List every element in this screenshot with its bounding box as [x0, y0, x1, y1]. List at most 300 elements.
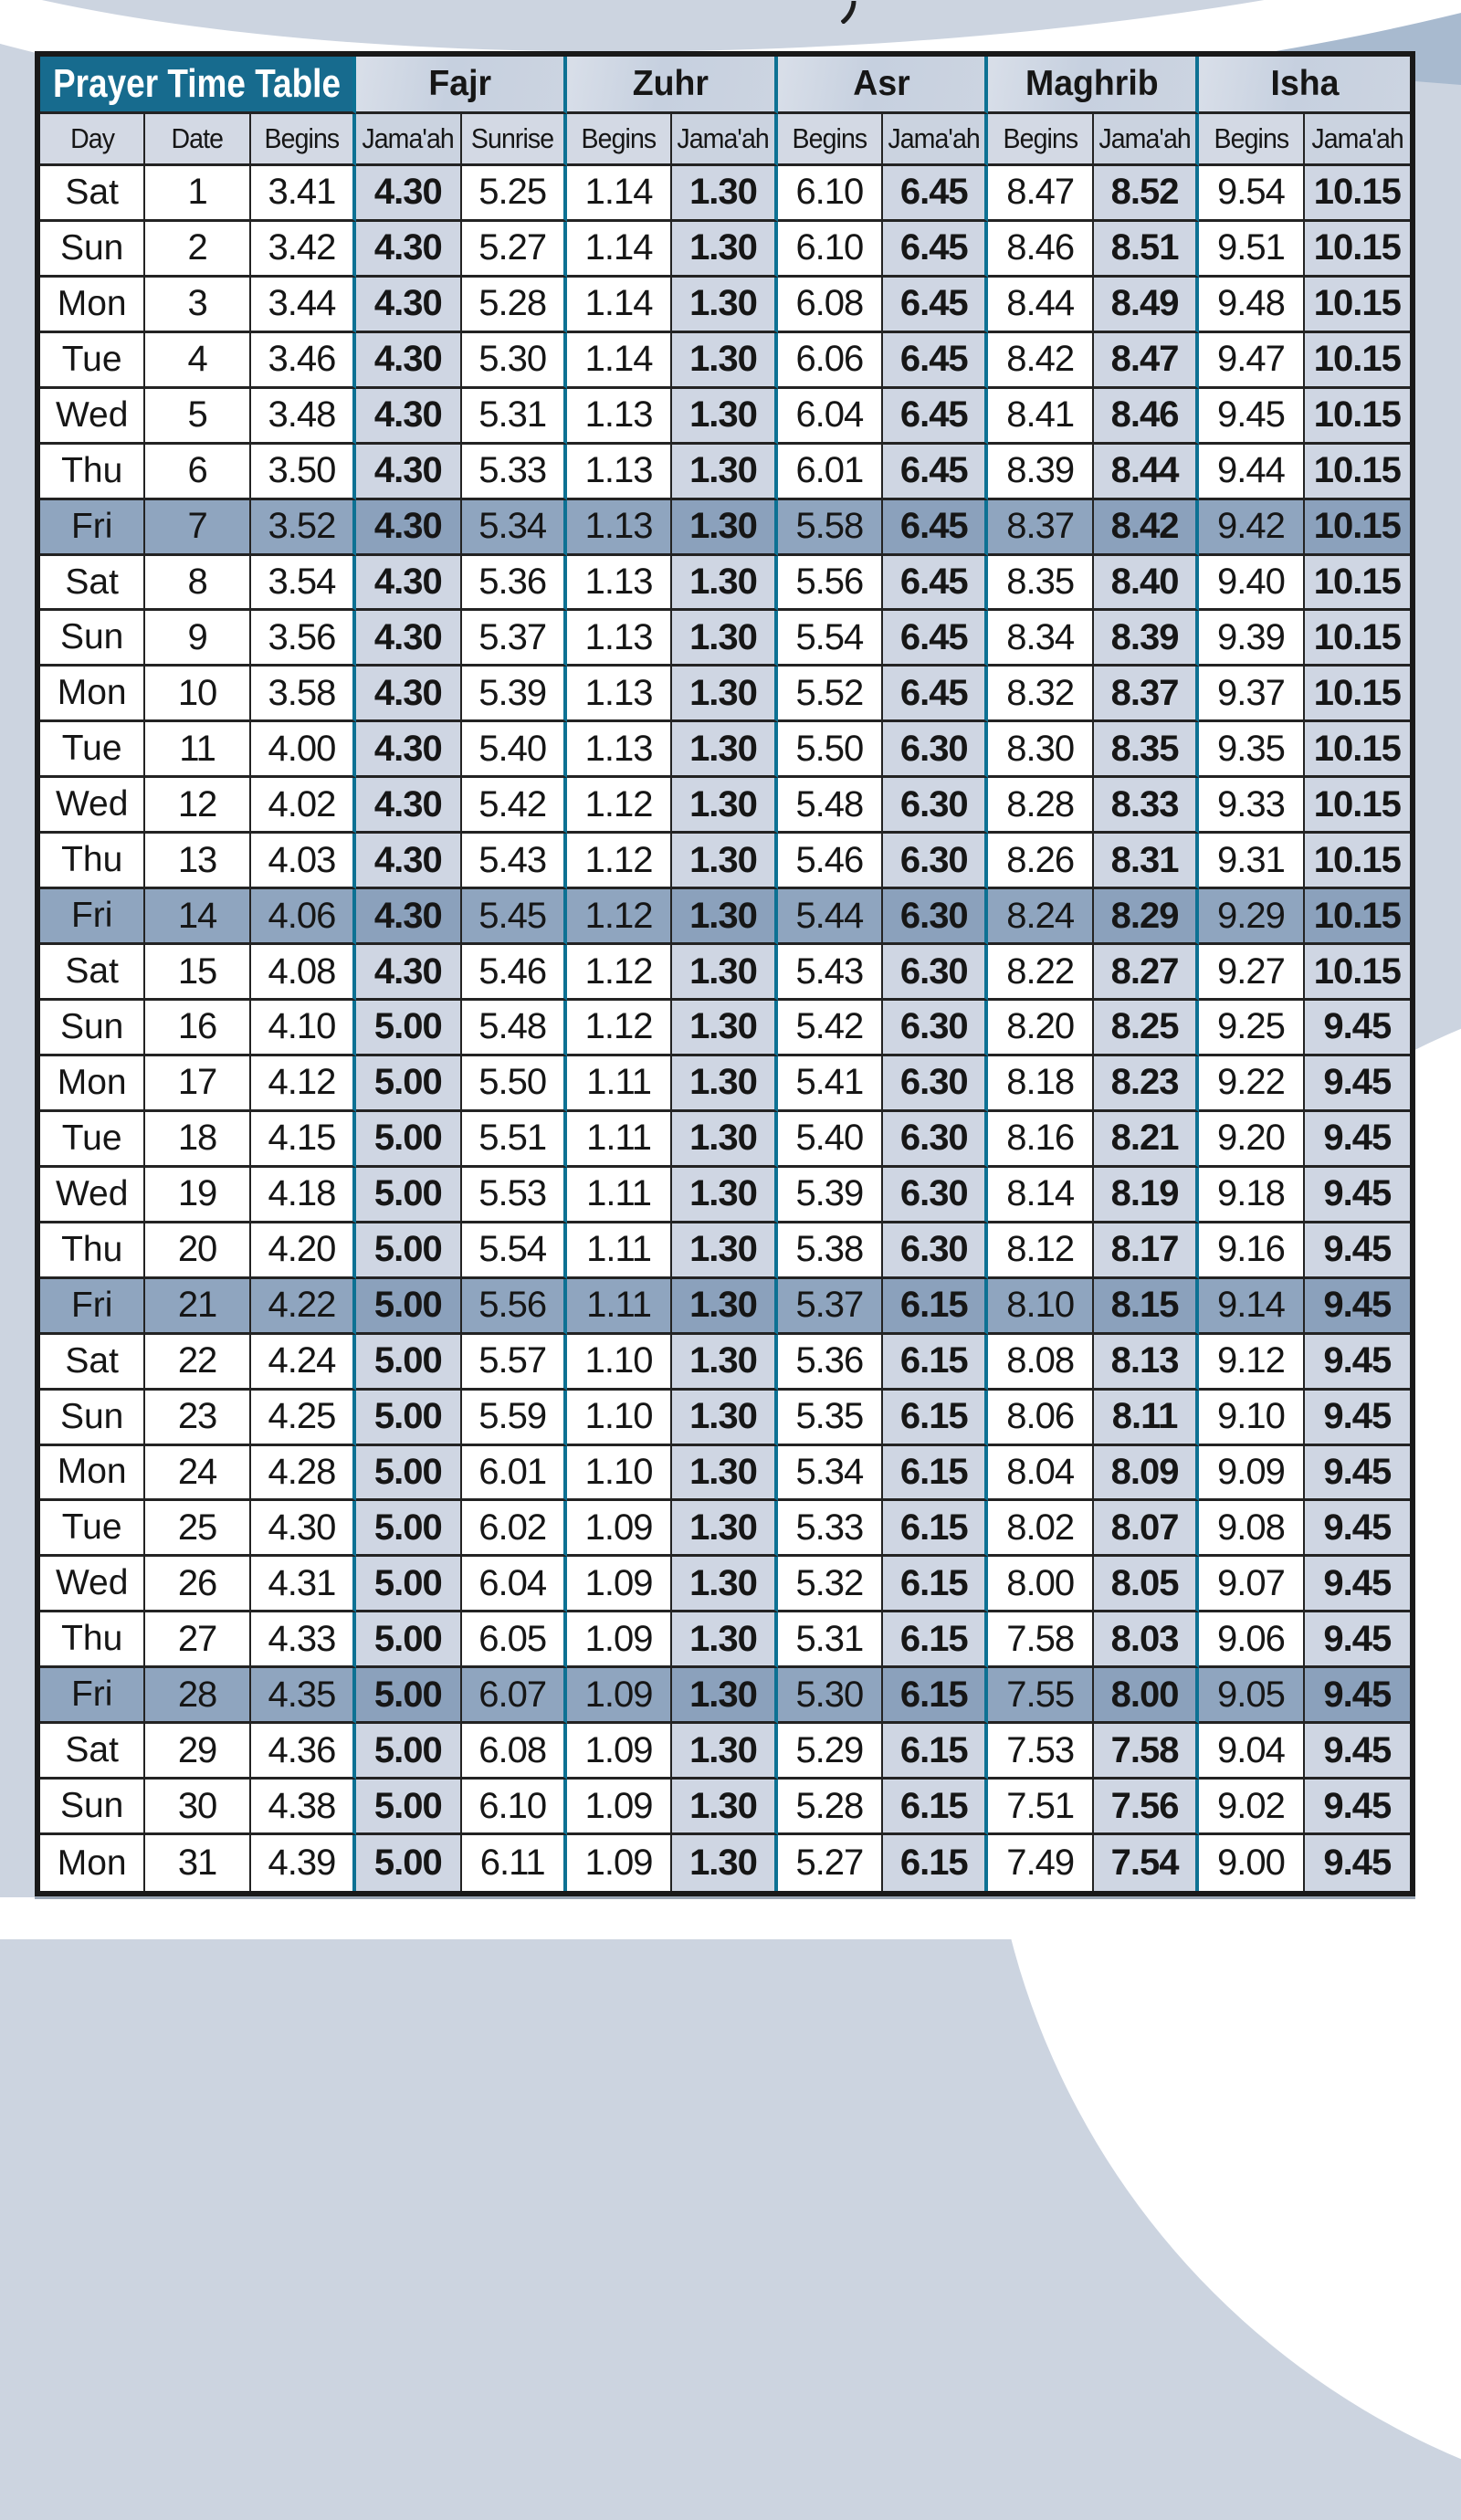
time-cell: 6.45: [883, 222, 988, 278]
time-cell: 8.18: [988, 1056, 1093, 1112]
time-cell: 1.13: [567, 445, 672, 500]
time-cell: 8.46: [988, 222, 1093, 278]
time-cell: 5.39: [778, 1168, 883, 1223]
time-cell: 8.08: [988, 1335, 1093, 1391]
time-cell: 9.45: [1305, 1501, 1410, 1557]
day-cell: Sat: [40, 1724, 145, 1780]
table-grid: [40, 57, 1410, 1891]
column-header-asr-begins: Begins: [778, 114, 883, 166]
time-cell: 1.30: [672, 222, 777, 278]
time-cell: 5.54: [462, 1223, 567, 1279]
time-cell: 1.30: [672, 1335, 777, 1391]
time-cell: 8.37: [1094, 667, 1199, 722]
day-cell: Thu: [40, 834, 145, 889]
time-cell: 6.45: [883, 333, 988, 389]
time-cell: 5.36: [462, 556, 567, 612]
date-cell: 22: [145, 1335, 250, 1391]
time-cell: 6.05: [462, 1612, 567, 1668]
time-cell: 8.12: [988, 1223, 1093, 1279]
time-cell: 6.15: [883, 1391, 988, 1446]
time-cell: 1.30: [672, 1501, 777, 1557]
time-cell: 8.09: [1094, 1446, 1199, 1502]
date-cell: 18: [145, 1112, 250, 1168]
time-cell: 10.15: [1305, 333, 1410, 389]
time-cell: 8.47: [1094, 333, 1199, 389]
time-cell: 8.20: [988, 1001, 1093, 1056]
time-cell: 9.45: [1305, 1001, 1410, 1056]
time-cell: 9.45: [1199, 389, 1304, 445]
time-cell: 3.58: [251, 667, 356, 722]
time-cell: 6.15: [883, 1501, 988, 1557]
time-cell: 1.30: [672, 945, 777, 1001]
time-cell: 8.49: [1094, 278, 1199, 333]
time-cell: 5.46: [462, 945, 567, 1001]
time-cell: 5.48: [778, 778, 883, 834]
time-cell: 4.10: [251, 1001, 356, 1056]
time-cell: 9.25: [1199, 1001, 1304, 1056]
time-cell: 5.52: [778, 667, 883, 722]
time-cell: 6.11: [462, 1835, 567, 1891]
time-cell: 8.42: [1094, 500, 1199, 556]
time-cell: 6.01: [778, 445, 883, 500]
time-cell: 10.15: [1305, 278, 1410, 333]
time-cell: 9.14: [1199, 1279, 1304, 1335]
time-cell: 6.30: [883, 722, 988, 778]
time-cell: 9.31: [1199, 834, 1304, 889]
time-cell: 3.48: [251, 389, 356, 445]
time-cell: 9.10: [1199, 1391, 1304, 1446]
time-cell: 10.15: [1305, 389, 1410, 445]
date-cell: 13: [145, 834, 250, 889]
time-cell: 8.28: [988, 778, 1093, 834]
time-cell: 1.14: [567, 333, 672, 389]
date-cell: 16: [145, 1001, 250, 1056]
time-cell: 10.15: [1305, 834, 1410, 889]
time-cell: 6.01: [462, 1446, 567, 1502]
column-header-fajr-begins: Begins: [251, 114, 356, 166]
time-cell: 1.30: [672, 1112, 777, 1168]
date-cell: 21: [145, 1279, 250, 1335]
time-cell: 1.30: [672, 1835, 777, 1891]
time-cell: 1.30: [672, 1446, 777, 1502]
time-cell: 5.58: [778, 500, 883, 556]
time-cell: 9.42: [1199, 500, 1304, 556]
time-cell: 5.39: [462, 667, 567, 722]
time-cell: 9.44: [1199, 445, 1304, 500]
time-cell: 4.06: [251, 889, 356, 945]
time-cell: 6.15: [883, 1668, 988, 1724]
prayer-table: [35, 51, 1415, 1896]
time-cell: 9.45: [1305, 1557, 1410, 1612]
time-cell: 8.24: [988, 889, 1093, 945]
time-cell: 1.30: [672, 333, 777, 389]
time-cell: 1.09: [567, 1724, 672, 1780]
time-cell: 6.15: [883, 1724, 988, 1780]
time-cell: 9.45: [1305, 1168, 1410, 1223]
time-cell: 8.30: [988, 722, 1093, 778]
time-cell: 3.42: [251, 222, 356, 278]
time-cell: 5.28: [778, 1780, 883, 1835]
time-cell: 3.50: [251, 445, 356, 500]
time-cell: 9.39: [1199, 611, 1304, 667]
time-cell: 6.02: [462, 1501, 567, 1557]
time-cell: 8.34: [988, 611, 1093, 667]
time-cell: 4.33: [251, 1612, 356, 1668]
time-cell: 7.58: [1094, 1724, 1199, 1780]
day-cell: Thu: [40, 1223, 145, 1279]
time-cell: 9.37: [1199, 667, 1304, 722]
time-cell: 4.25: [251, 1391, 356, 1446]
time-cell: 8.25: [1094, 1001, 1199, 1056]
time-cell: 8.15: [1094, 1279, 1199, 1335]
time-cell: 9.45: [1305, 1446, 1410, 1502]
date-cell: 19: [145, 1168, 250, 1223]
time-cell: 9.45: [1305, 1391, 1410, 1446]
time-cell: 6.15: [883, 1835, 988, 1891]
time-cell: 5.31: [778, 1612, 883, 1668]
time-cell: 1.13: [567, 556, 672, 612]
date-cell: 26: [145, 1557, 250, 1612]
day-cell: Sun: [40, 1391, 145, 1446]
time-cell: 8.42: [988, 333, 1093, 389]
day-cell: Tue: [40, 1501, 145, 1557]
time-cell: 8.16: [988, 1112, 1093, 1168]
time-cell: 1.12: [567, 834, 672, 889]
time-cell: 5.34: [462, 500, 567, 556]
time-cell: 9.45: [1305, 1780, 1410, 1835]
time-cell: 4.02: [251, 778, 356, 834]
time-cell: 4.30: [356, 278, 461, 333]
date-cell: 10: [145, 667, 250, 722]
date-cell: 6: [145, 445, 250, 500]
time-cell: 1.13: [567, 667, 672, 722]
time-cell: 9.54: [1199, 166, 1304, 222]
time-cell: 1.09: [567, 1835, 672, 1891]
day-cell: Mon: [40, 1446, 145, 1502]
time-cell: 9.20: [1199, 1112, 1304, 1168]
day-cell: Thu: [40, 1612, 145, 1668]
column-header-zuhr-begins: Begins: [567, 114, 672, 166]
time-cell: 5.40: [462, 722, 567, 778]
time-cell: 1.13: [567, 611, 672, 667]
date-cell: 25: [145, 1501, 250, 1557]
column-header-date: Date: [145, 114, 250, 166]
time-cell: 8.13: [1094, 1335, 1199, 1391]
day-cell: Wed: [40, 1168, 145, 1223]
time-cell: 5.53: [462, 1168, 567, 1223]
time-cell: 6.30: [883, 945, 988, 1001]
time-cell: 1.30: [672, 834, 777, 889]
time-cell: 5.35: [778, 1391, 883, 1446]
day-cell: Fri: [40, 500, 145, 556]
time-cell: 4.20: [251, 1223, 356, 1279]
time-cell: 6.30: [883, 1001, 988, 1056]
time-cell: 5.30: [462, 333, 567, 389]
time-cell: 5.41: [778, 1056, 883, 1112]
time-cell: 8.41: [988, 389, 1093, 445]
time-cell: 4.38: [251, 1780, 356, 1835]
day-cell: Fri: [40, 1279, 145, 1335]
time-cell: 8.11: [1094, 1391, 1199, 1446]
time-cell: 9.33: [1199, 778, 1304, 834]
time-cell: 9.45: [1305, 1056, 1410, 1112]
time-cell: 6.30: [883, 778, 988, 834]
time-cell: 10.15: [1305, 222, 1410, 278]
time-cell: 6.15: [883, 1557, 988, 1612]
date-cell: 30: [145, 1780, 250, 1835]
time-cell: 5.00: [356, 1279, 461, 1335]
time-cell: 5.51: [462, 1112, 567, 1168]
time-cell: 9.45: [1305, 1668, 1410, 1724]
day-cell: Mon: [40, 1056, 145, 1112]
time-cell: 1.10: [567, 1335, 672, 1391]
time-cell: 1.30: [672, 1223, 777, 1279]
date-cell: 28: [145, 1668, 250, 1724]
time-cell: 5.27: [778, 1835, 883, 1891]
time-cell: 5.31: [462, 389, 567, 445]
date-cell: 2: [145, 222, 250, 278]
time-cell: 9.00: [1199, 1835, 1304, 1891]
day-cell: Wed: [40, 778, 145, 834]
time-cell: 6.30: [883, 889, 988, 945]
time-cell: 6.04: [462, 1557, 567, 1612]
time-cell: 6.30: [883, 834, 988, 889]
time-cell: 8.40: [1094, 556, 1199, 612]
time-cell: 7.54: [1094, 1835, 1199, 1891]
time-cell: 9.45: [1305, 1279, 1410, 1335]
time-cell: 5.37: [462, 611, 567, 667]
time-cell: 9.29: [1199, 889, 1304, 945]
time-cell: 6.45: [883, 667, 988, 722]
time-cell: 4.22: [251, 1279, 356, 1335]
time-cell: 6.08: [462, 1724, 567, 1780]
day-cell: Mon: [40, 1835, 145, 1891]
time-cell: 4.30: [251, 1501, 356, 1557]
time-cell: 5.43: [778, 945, 883, 1001]
time-cell: 4.00: [251, 722, 356, 778]
date-cell: 7: [145, 500, 250, 556]
time-cell: 3.41: [251, 166, 356, 222]
time-cell: 4.30: [356, 556, 461, 612]
time-cell: 1.30: [672, 1279, 777, 1335]
time-cell: 6.45: [883, 445, 988, 500]
time-cell: 4.28: [251, 1446, 356, 1502]
date-cell: 24: [145, 1446, 250, 1502]
time-cell: 8.33: [1094, 778, 1199, 834]
time-cell: 5.44: [778, 889, 883, 945]
time-cell: 5.00: [356, 1612, 461, 1668]
time-cell: 8.27: [1094, 945, 1199, 1001]
time-cell: 1.30: [672, 1724, 777, 1780]
time-cell: 1.09: [567, 1612, 672, 1668]
time-cell: 3.56: [251, 611, 356, 667]
time-cell: 6.10: [462, 1780, 567, 1835]
time-cell: 4.12: [251, 1056, 356, 1112]
time-cell: 1.30: [672, 778, 777, 834]
day-cell: Fri: [40, 1668, 145, 1724]
time-cell: 6.45: [883, 611, 988, 667]
time-cell: 5.00: [356, 1501, 461, 1557]
time-cell: 6.45: [883, 500, 988, 556]
time-cell: 9.07: [1199, 1557, 1304, 1612]
time-cell: 4.03: [251, 834, 356, 889]
day-cell: Tue: [40, 722, 145, 778]
time-cell: 10.15: [1305, 778, 1410, 834]
time-cell: 5.00: [356, 1223, 461, 1279]
day-cell: Sat: [40, 1335, 145, 1391]
day-cell: Tue: [40, 1112, 145, 1168]
group-header-fajr: Fajr: [356, 57, 567, 114]
time-cell: 8.22: [988, 945, 1093, 1001]
time-cell: 4.15: [251, 1112, 356, 1168]
time-cell: 1.30: [672, 556, 777, 612]
time-cell: 6.45: [883, 556, 988, 612]
time-cell: 6.08: [778, 278, 883, 333]
time-cell: 5.00: [356, 1001, 461, 1056]
time-cell: 1.30: [672, 667, 777, 722]
time-cell: 8.06: [988, 1391, 1093, 1446]
column-header-zuhr-jamaah: Jama'ah: [672, 114, 777, 166]
date-cell: 3: [145, 278, 250, 333]
time-cell: 8.39: [1094, 611, 1199, 667]
time-cell: 6.30: [883, 1112, 988, 1168]
time-cell: 9.04: [1199, 1724, 1304, 1780]
time-cell: 8.03: [1094, 1612, 1199, 1668]
time-cell: 8.10: [988, 1279, 1093, 1335]
time-cell: 6.15: [883, 1446, 988, 1502]
time-cell: 9.18: [1199, 1168, 1304, 1223]
time-cell: 1.09: [567, 1557, 672, 1612]
table-title: Prayer Time Table: [40, 57, 356, 114]
date-cell: 4: [145, 333, 250, 389]
time-cell: 5.40: [778, 1112, 883, 1168]
time-cell: 5.48: [462, 1001, 567, 1056]
time-cell: 7.49: [988, 1835, 1093, 1891]
time-cell: 1.11: [567, 1112, 672, 1168]
column-header-fajr-jamaah: Jama'ah: [356, 114, 461, 166]
date-cell: 31: [145, 1835, 250, 1891]
time-cell: 4.30: [356, 222, 461, 278]
date-cell: 27: [145, 1612, 250, 1668]
time-cell: 8.00: [1094, 1668, 1199, 1724]
day-cell: Sun: [40, 1780, 145, 1835]
time-cell: 4.30: [356, 667, 461, 722]
date-cell: 9: [145, 611, 250, 667]
time-cell: 4.30: [356, 445, 461, 500]
time-cell: 8.17: [1094, 1223, 1199, 1279]
time-cell: 9.48: [1199, 278, 1304, 333]
time-cell: 5.00: [356, 1168, 461, 1223]
date-cell: 15: [145, 945, 250, 1001]
time-cell: 8.07: [1094, 1501, 1199, 1557]
day-cell: Thu: [40, 445, 145, 500]
time-cell: 8.47: [988, 166, 1093, 222]
time-cell: 8.14: [988, 1168, 1093, 1223]
time-cell: 5.33: [778, 1501, 883, 1557]
day-cell: Sat: [40, 945, 145, 1001]
time-cell: 10.15: [1305, 166, 1410, 222]
time-cell: 1.30: [672, 1391, 777, 1446]
time-cell: 1.09: [567, 1780, 672, 1835]
time-cell: 8.04: [988, 1446, 1093, 1502]
time-cell: 9.06: [1199, 1612, 1304, 1668]
time-cell: 5.33: [462, 445, 567, 500]
time-cell: 1.11: [567, 1056, 672, 1112]
time-cell: 8.35: [1094, 722, 1199, 778]
time-cell: 6.15: [883, 1780, 988, 1835]
date-cell: 8: [145, 556, 250, 612]
time-cell: 5.56: [778, 556, 883, 612]
time-cell: 8.31: [1094, 834, 1199, 889]
time-cell: 9.35: [1199, 722, 1304, 778]
time-cell: 4.36: [251, 1724, 356, 1780]
time-cell: 5.46: [778, 834, 883, 889]
time-cell: 1.30: [672, 389, 777, 445]
time-cell: 5.37: [778, 1279, 883, 1335]
time-cell: 1.11: [567, 1279, 672, 1335]
column-header-maghrib-jamaah: Jama'ah: [1094, 114, 1199, 166]
time-cell: 5.28: [462, 278, 567, 333]
time-cell: 1.12: [567, 889, 672, 945]
time-cell: 8.00: [988, 1557, 1093, 1612]
time-cell: 5.57: [462, 1335, 567, 1391]
time-cell: 9.27: [1199, 945, 1304, 1001]
time-cell: 5.42: [778, 1001, 883, 1056]
time-cell: 5.00: [356, 1446, 461, 1502]
time-cell: 4.30: [356, 945, 461, 1001]
time-cell: 7.58: [988, 1612, 1093, 1668]
time-cell: 4.30: [356, 333, 461, 389]
time-cell: 4.30: [356, 889, 461, 945]
time-cell: 1.30: [672, 1168, 777, 1223]
time-cell: 6.15: [883, 1279, 988, 1335]
time-cell: 5.38: [778, 1223, 883, 1279]
time-cell: 4.08: [251, 945, 356, 1001]
time-cell: 10.15: [1305, 445, 1410, 500]
time-cell: 5.27: [462, 222, 567, 278]
time-cell: 9.45: [1305, 1112, 1410, 1168]
time-cell: 10.15: [1305, 611, 1410, 667]
time-cell: 5.00: [356, 1557, 461, 1612]
time-cell: 8.32: [988, 667, 1093, 722]
date-cell: 17: [145, 1056, 250, 1112]
time-cell: 1.30: [672, 500, 777, 556]
time-cell: 6.15: [883, 1335, 988, 1391]
date-cell: 29: [145, 1724, 250, 1780]
time-cell: 5.00: [356, 1780, 461, 1835]
group-header-asr: Asr: [778, 57, 989, 114]
time-cell: 1.30: [672, 1780, 777, 1835]
time-cell: 8.46: [1094, 389, 1199, 445]
bottom-white-strip: [0, 1897, 1461, 1939]
time-cell: 4.30: [356, 778, 461, 834]
time-cell: 10.15: [1305, 889, 1410, 945]
time-cell: 8.44: [1094, 445, 1199, 500]
time-cell: 4.24: [251, 1335, 356, 1391]
time-cell: 5.59: [462, 1391, 567, 1446]
time-cell: 1.11: [567, 1223, 672, 1279]
time-cell: 1.30: [672, 1668, 777, 1724]
time-cell: 9.45: [1305, 1835, 1410, 1891]
group-header-zuhr: Zuhr: [567, 57, 778, 114]
time-cell: 3.52: [251, 500, 356, 556]
time-cell: 6.10: [778, 166, 883, 222]
time-cell: 10.15: [1305, 500, 1410, 556]
time-cell: 5.00: [356, 1391, 461, 1446]
date-cell: 11: [145, 722, 250, 778]
time-cell: 5.00: [356, 1335, 461, 1391]
time-cell: 6.45: [883, 389, 988, 445]
